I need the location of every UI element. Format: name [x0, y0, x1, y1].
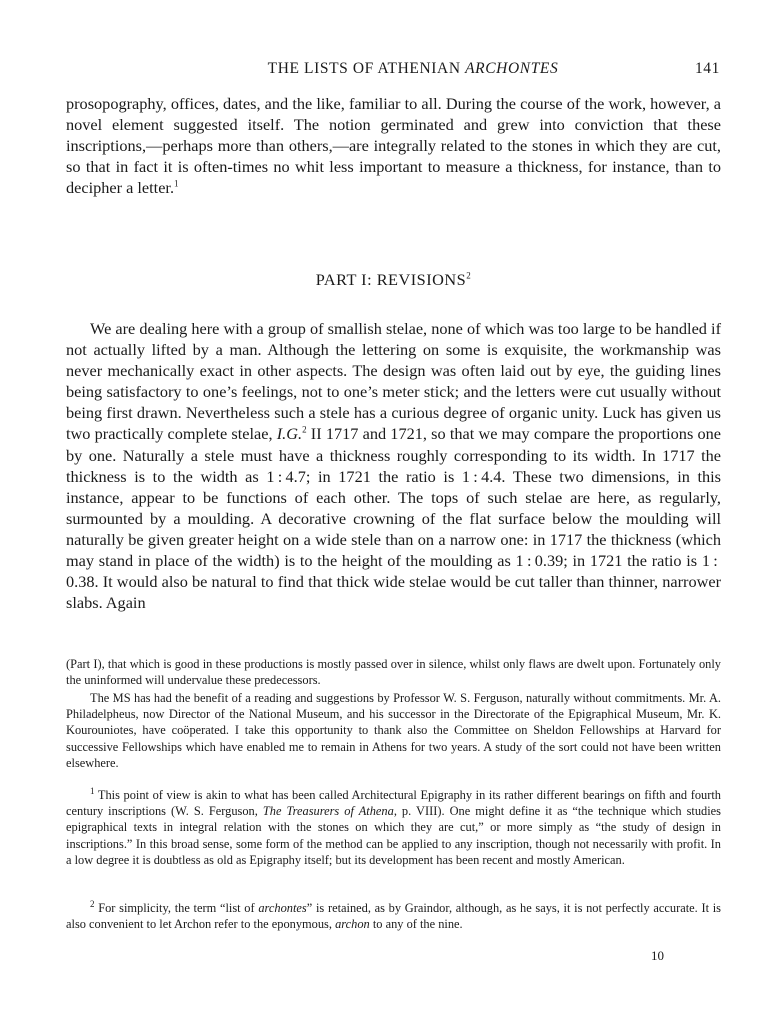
running-title-italic: ARCHONTES [465, 60, 559, 77]
footnote-1-book-title: The Treasurers of Athena [262, 804, 394, 819]
footnote-2-italic-term: archontes [258, 901, 307, 915]
section-heading: PART I: REVISIONS$^2$ [315, 270, 472, 289]
running-title: THE LISTS OF ATHENIAN ARCHONTES [267, 60, 559, 77]
footnote-continued: (Part I), that which is good in these productions is mostly passed over in silence, whilst only flaws are dwelt upon. Fortunately only the uninformed will undervalue these predecessors. [66, 657, 721, 688]
body-paragraph: We are dealing here with a group of smallish stelae, none of which was too large to be handled if not actually lifted by a man. Although the lettering on some is exquisite, the workmanship was never mechanically exact in other aspects. The design was often laid out by eye, the guiding lines being satisfactory to one’s feelings, not to one’s meter stick; and the letters were cut usually without being first drawn. Nevertheless such a stele has a curious degree of organic unity. Luck has given us two practically complete stelae, I.G.$^2$ II 1717 and 1721, so that we may compare the proportions one by one. Naturally a stele must have a thickness roughly corresponding to its width. In 1717 the thickness is to the width as 1 : 4.7; in 1721 the ratio is 1 : 4.4. These two dimensions, in this instance, appear to be functions of each other. The tops of such stelae are here, as regularly, surmounted by a moulding. A decorative crowning of the flat surface below the moulding will naturally be given greater height on a wide stele than on a narrow one: in 1717 the thickness (which may stand in place of the width) is to the height of the moulding as 1 : 0.39; in 1721 the ratio is 1 : 0.38. It would also be natural to find that thick wide stelae would be cut taller than thinner, narrower slabs. Again [66, 319, 721, 613]
footnote-1-mark: 1 [90, 785, 95, 796]
running-head [66, 60, 720, 82]
footnote-2-italic-archon: archon [335, 917, 370, 932]
footnote-2-mark: 2 [90, 898, 95, 909]
intro-paragraph: prosopography, offices, dates, and the like, familiar to all. During the course of the work, however, a novel element suggested itself. The notion germinated and grew into conviction that these inscriptions,—perhaps more than others,—are integrally related to the stones in which they are cut, so that in fact it is often-times no whit less important to measure a thickness, for instance, than to decipher a letter.$^1$ [66, 94, 721, 198]
footnote-ref-1: 1 [174, 178, 179, 189]
footnote-1: $^1$ This point of view is akin to what has been called Architectural Epigraphy in its rather different bearings on fifth and fourth century inscriptions (W. S. Ferguson, The Treasurers of Athena, p. VIII). One might define it as “the technique which studies epigraphical texts in integral relation with the stones on which they are cut,” or more simply as “the study of design in inscriptions.” In this broad sense, some form of the method can be applied to any inscription, though not necessarily with profit. In a low degree it is doubtless as old as Epigraphy itself; but its development has been recent and mostly American. [66, 785, 721, 867]
footnote-ref-2: 2 [466, 270, 472, 281]
page-number: 141 [694, 60, 720, 77]
footnote-2: $^2$ For simplicity, the term “list of archontes” is retained, as by Graindor, although, as he says, it is not perfectly accurate. It is also convenient to let Archon refer to the eponymous, archon to any of the nine. [66, 898, 721, 932]
sheet-number: 10 [651, 948, 664, 963]
ig-superscript: 2 [302, 425, 307, 436]
ig-abbreviation: I.G. [276, 424, 303, 444]
footnote-acknowledgements: The MS has had the benefit of a reading and suggestions by Professor W. S. Ferguson, naturally without commitments. Mr. A. Philadelpheus, now Director of the National Museum, and his successor in the Directorate of the Epigraphical Museum, Mr. K. Kourouniotes, have coöperated. I take this opportunity to thank also the Committee on Sheldon Fellowships at Harvard for successive Fellowships which have enabled me to remain in Athens for two years. A study of the sort could not have been written elsewhere. [66, 691, 721, 770]
